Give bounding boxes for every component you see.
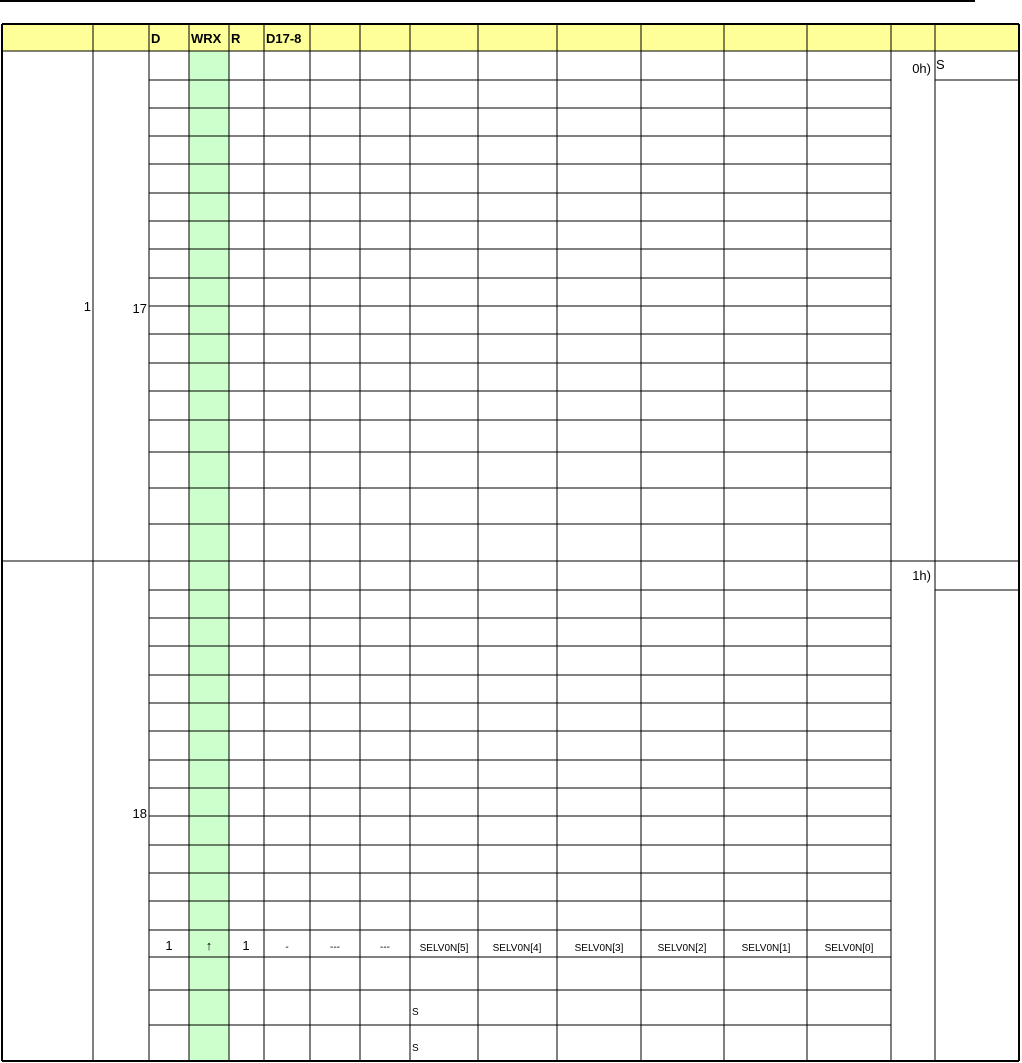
data-row-d17-8: -	[285, 942, 289, 953]
section1-number: 1	[83, 299, 91, 314]
data-row-wrx: ↑	[205, 938, 213, 953]
wrx-column-fill	[189, 51, 229, 1061]
section1-right-label: S	[936, 57, 945, 72]
note-s-2: S	[412, 1043, 419, 1054]
header-wrx: WRX	[191, 31, 222, 46]
data-row-bit0: SELV0N[0]	[824, 943, 874, 954]
section1-sub: 17	[132, 301, 147, 316]
note-s-1: S	[412, 1007, 419, 1018]
header-r: R	[231, 31, 241, 46]
data-row-c1: ---	[330, 942, 340, 953]
data-row-bit5: SELV0N[5]	[419, 943, 469, 954]
section2-sub: 18	[132, 806, 147, 821]
data-row-bit1: SELV0N[1]	[741, 943, 791, 954]
data-row-c2: ---	[380, 942, 390, 953]
header-d: D	[151, 31, 161, 46]
data-row-bit4: SELV0N[4]	[492, 943, 542, 954]
section2-address: 1h)	[912, 568, 931, 583]
data-row-r: 1	[242, 938, 250, 953]
data-row-bit3: SELV0N[3]	[574, 943, 624, 954]
section1-address: 0h)	[912, 61, 931, 76]
grid-lines	[2, 24, 1019, 1061]
header-d17-8: D17-8	[266, 31, 302, 46]
data-row-bit2: SELV0N[2]	[657, 943, 707, 954]
data-row-d: 1	[165, 938, 173, 953]
